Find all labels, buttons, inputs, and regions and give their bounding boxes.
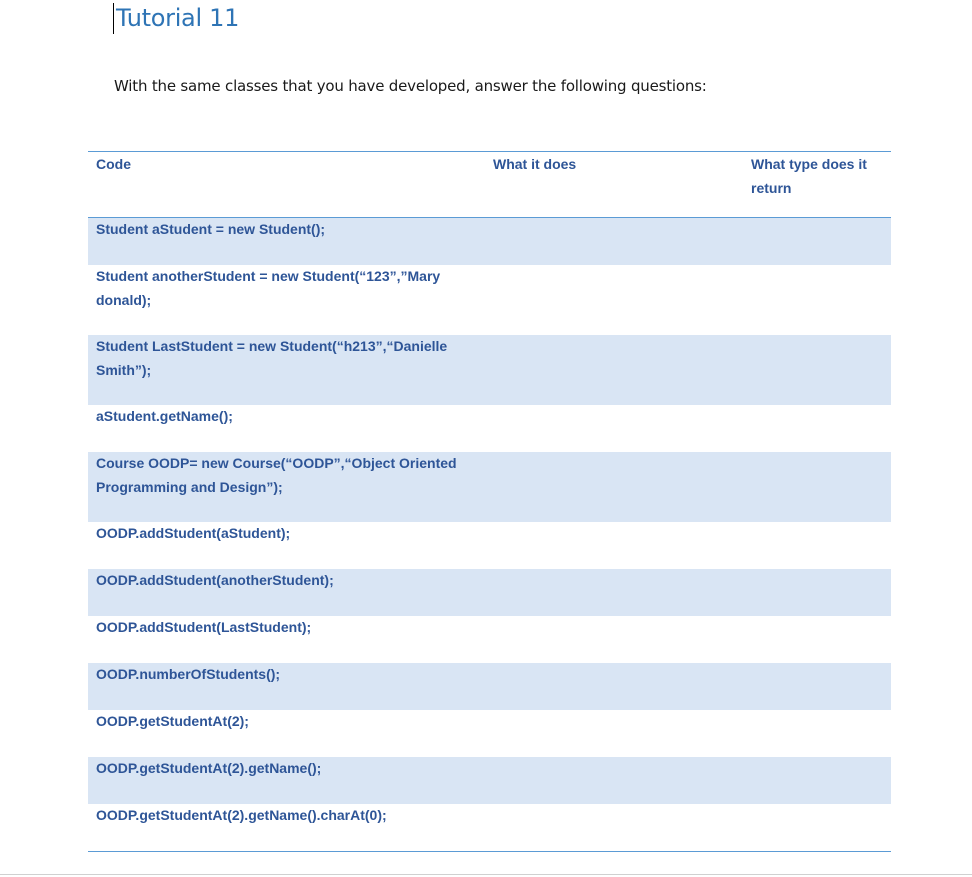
what-cell[interactable] xyxy=(485,757,743,804)
table-header-row xyxy=(88,152,891,218)
header-what-it-does[interactable]: What it does xyxy=(485,152,743,218)
type-cell[interactable] xyxy=(743,405,891,452)
table-row xyxy=(88,804,891,852)
code-cell[interactable]: Student anotherStudent = new Student(“123”,”Mary donald); xyxy=(96,268,441,308)
type-cell[interactable] xyxy=(743,663,891,710)
code-cell[interactable]: OODP.getStudentAt(2); xyxy=(96,713,249,729)
what-cell[interactable] xyxy=(485,804,743,852)
type-cell[interactable] xyxy=(743,335,891,405)
what-cell[interactable] xyxy=(485,265,743,335)
what-cell[interactable] xyxy=(485,616,743,663)
code-cell[interactable]: aStudent.getName(); xyxy=(96,408,233,424)
table-row xyxy=(88,522,891,569)
what-cell[interactable] xyxy=(485,522,743,569)
table-row xyxy=(88,710,891,757)
type-cell[interactable] xyxy=(743,265,891,335)
what-cell[interactable] xyxy=(485,218,743,266)
what-cell[interactable] xyxy=(485,569,743,616)
table-row xyxy=(88,569,891,616)
table-row xyxy=(88,218,891,266)
text-cursor xyxy=(113,3,114,34)
type-cell[interactable] xyxy=(743,757,891,804)
table-row xyxy=(88,757,891,804)
document-title[interactable]: Tutorial 11 xyxy=(116,4,240,32)
code-cell[interactable]: OODP.addStudent(LastStudent); xyxy=(96,619,312,635)
code-cell[interactable]: OODP.addStudent(anotherStudent); xyxy=(88,569,485,616)
type-cell[interactable] xyxy=(743,522,891,569)
table-row xyxy=(88,616,891,663)
type-cell[interactable] xyxy=(743,452,891,522)
page-bottom-divider xyxy=(0,874,972,875)
what-cell[interactable] xyxy=(485,663,743,710)
type-cell[interactable] xyxy=(743,569,891,616)
type-cell[interactable] xyxy=(743,804,891,852)
type-cell[interactable] xyxy=(743,710,891,757)
table-row xyxy=(88,335,891,405)
header-return-type[interactable]: What type does it return xyxy=(743,152,891,218)
table-row xyxy=(88,663,891,710)
table-row xyxy=(88,265,891,335)
code-cell[interactable]: OODP.addStudent(aStudent); xyxy=(96,525,291,541)
questions-table xyxy=(88,151,891,852)
code-cell[interactable]: OODP.getStudentAt(2).getName(); xyxy=(88,757,485,804)
table-row xyxy=(88,452,891,522)
code-cell[interactable]: OODP.numberOfStudents(); xyxy=(88,663,485,710)
type-cell[interactable] xyxy=(743,218,891,266)
what-cell[interactable] xyxy=(485,710,743,757)
what-cell[interactable] xyxy=(485,335,743,405)
code-cell[interactable]: OODP.getStudentAt(2).getName().charAt(0); xyxy=(96,807,387,823)
code-cell[interactable]: Student aStudent = new Student(); xyxy=(88,218,485,266)
code-cell[interactable]: Student LastStudent = new Student(“h213”,“Danielle Smith”); xyxy=(88,335,485,405)
table-row xyxy=(88,405,891,452)
what-cell[interactable] xyxy=(485,405,743,452)
intro-paragraph[interactable]: With the same classes that you have developed, answer the following questions: xyxy=(114,77,707,95)
header-code[interactable]: Code xyxy=(88,152,485,218)
what-cell[interactable] xyxy=(485,452,743,522)
code-cell[interactable]: Course OODP= new Course(“OODP”,“Object Oriented Programming and Design”); xyxy=(88,452,485,522)
type-cell[interactable] xyxy=(743,616,891,663)
